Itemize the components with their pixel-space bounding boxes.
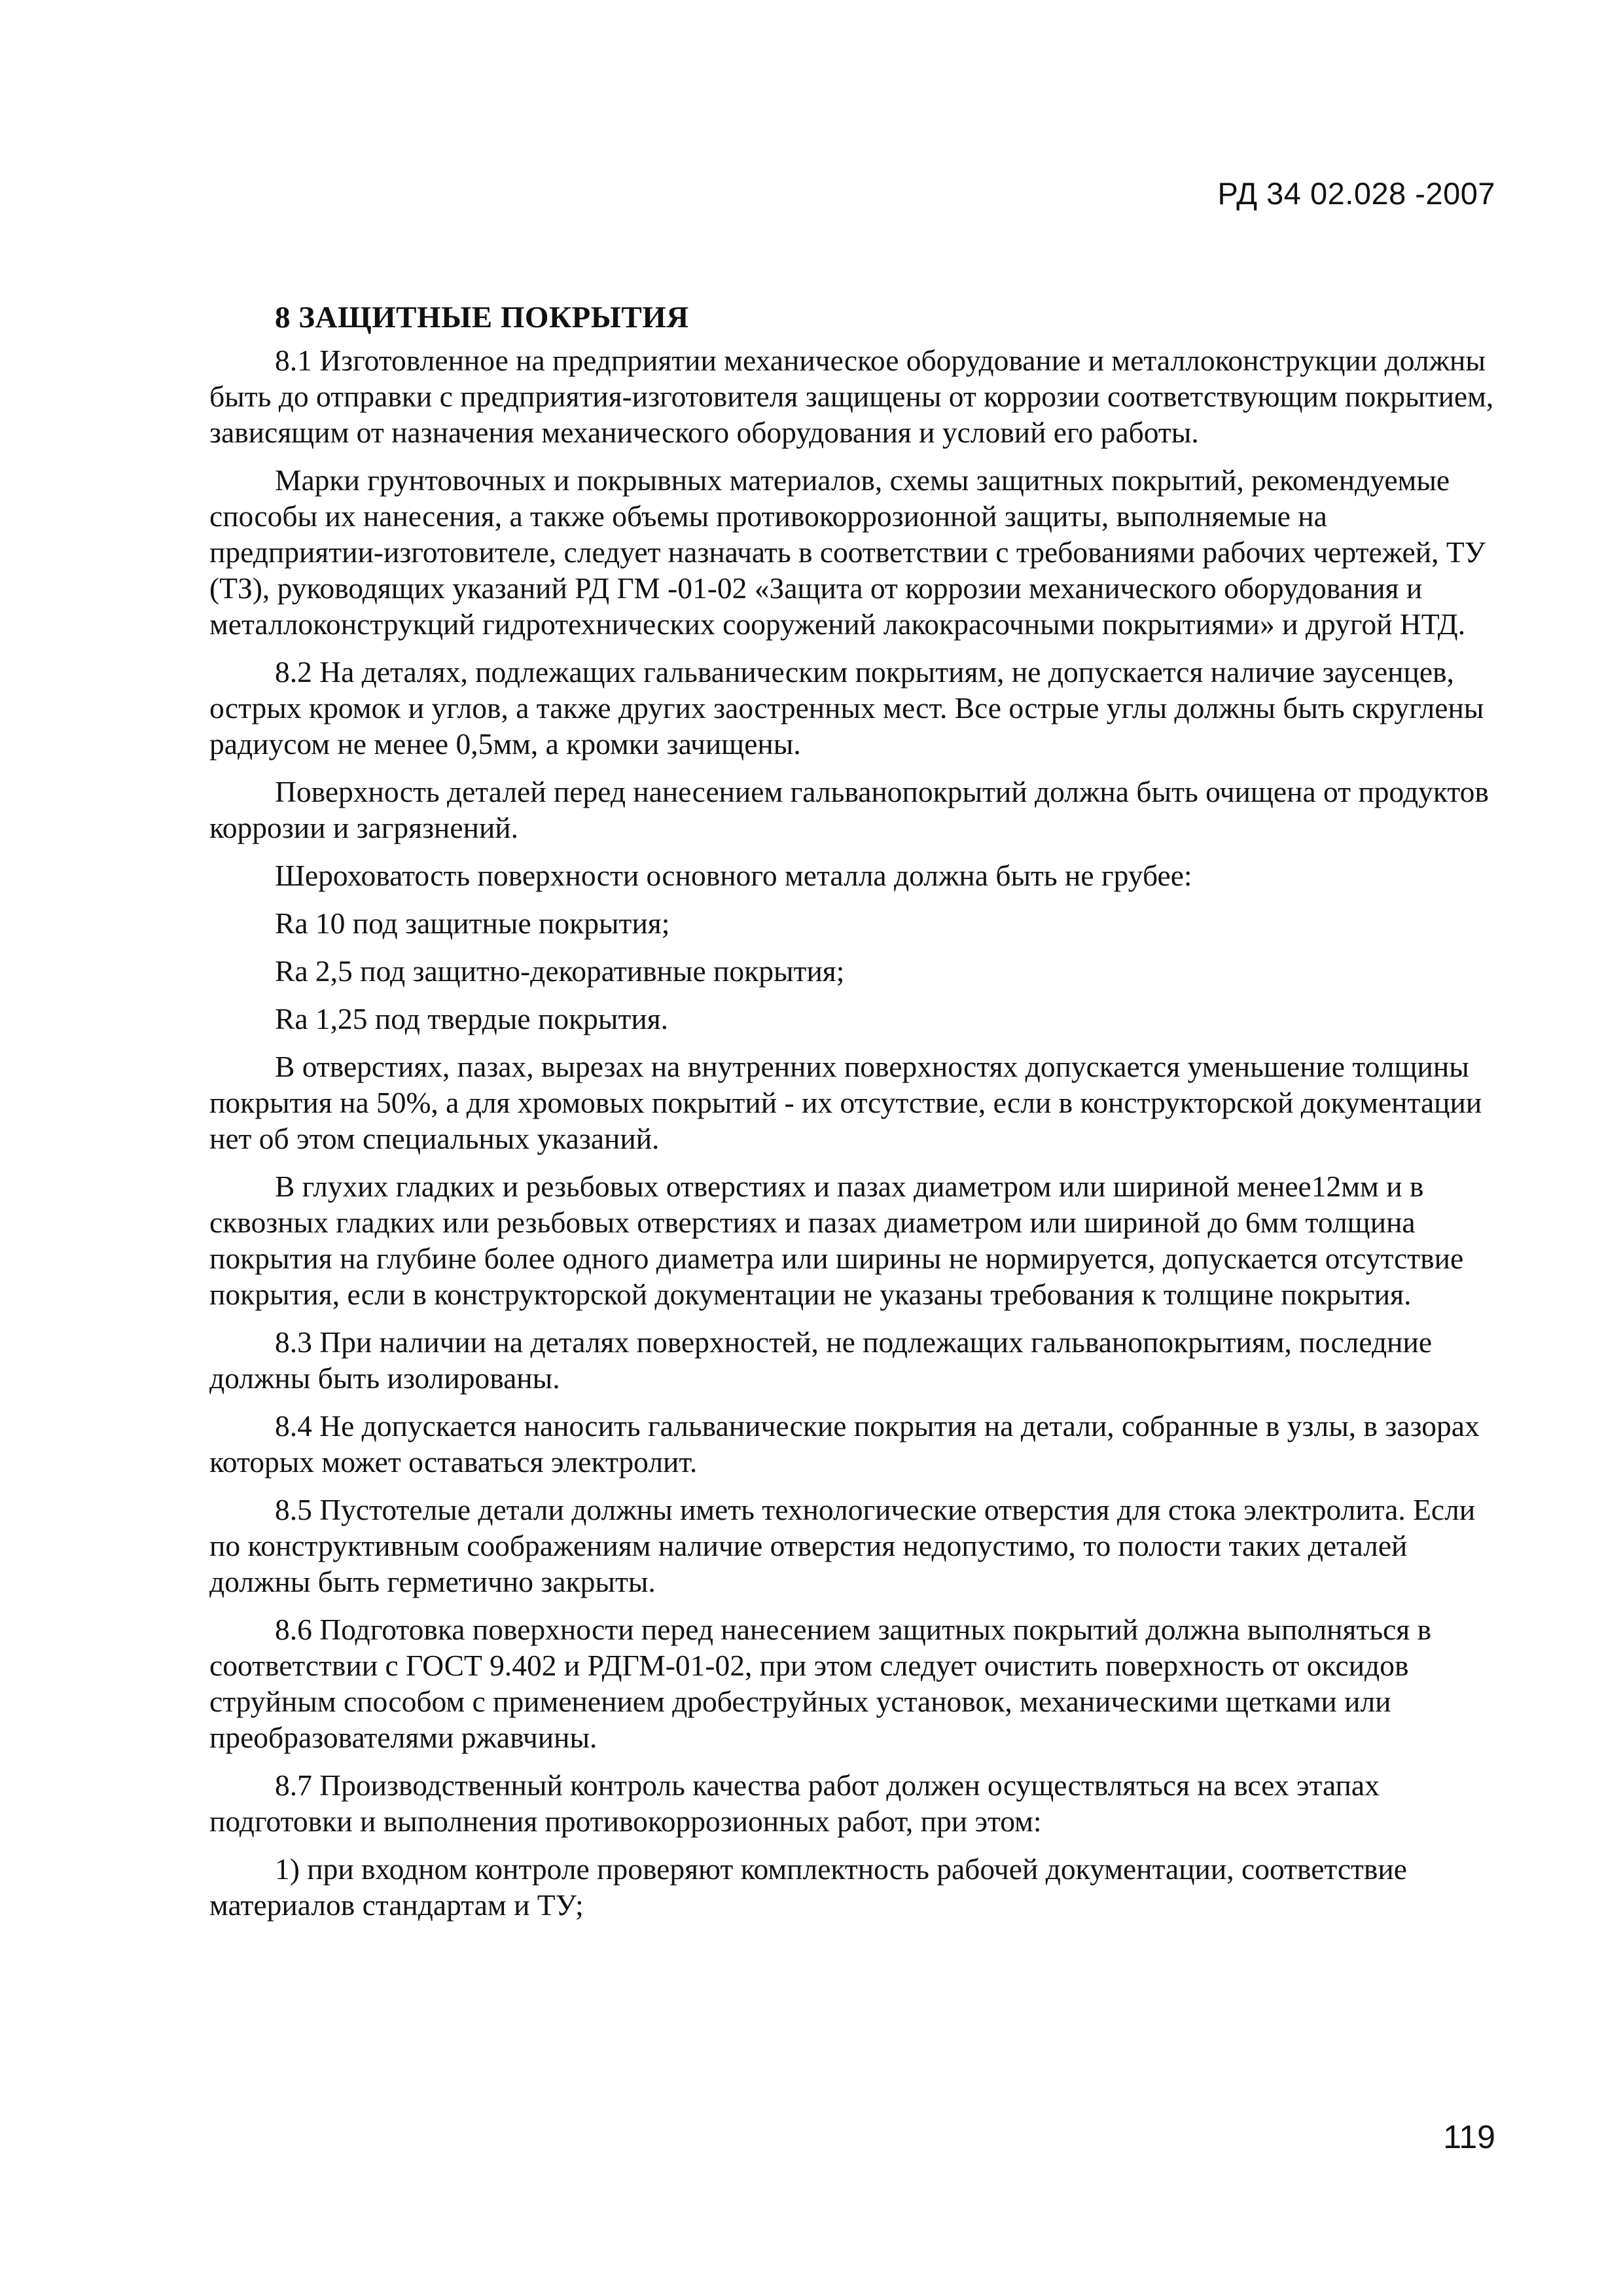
paragraph-8-5: 8.5 Пустотелые детали должны иметь технологические отверстия для стока электролита. Если по конструктивным соображениям наличие отверстия недопустимо, то полости таких деталей должны быть герметично закрыты. xyxy=(209,1493,1476,1598)
paragraph-8-3: 8.3 При наличии на деталях поверхностей, не подлежащих гальванопокрытиям, последние должны быть изолированы. xyxy=(209,1325,1433,1395)
paragraph-input-control: 1) при входном контроле проверяют комплектность рабочей документации, соответствие материалов стандартам и ТУ; xyxy=(209,1852,1407,1922)
paragraph-surface-cleaning: Поверхность деталей перед нанесением гальванопокрытий должна быть очищена от продуктов коррозии и загрязнений. xyxy=(209,775,1489,844)
document-code: РД 34 02.028 -2007 xyxy=(1217,176,1495,211)
paragraph-blind-holes: В глухих гладких и резьбовых отверстиях и пазах диаметром или шириной менее12мм и в сквозных гладких или резьбовых отверстиях и пазах диаметром или шириной до 6мм толщина покрытия на глубине более одного диаметра или ширины не нормируется, допускается отсутствие покрытия, если в конструкторской документации не указаны требования к толщине покрытия. xyxy=(209,1170,1464,1311)
paragraph-8-2: 8.2 На деталях, подлежащих гальваническим покрытиям, не допускается наличие заусенцев, острых кромок и углов, а также других заостренных мест. Все острые углы должны быть скруглены радиусом не менее 0,5мм, а кромки зачищены. xyxy=(209,655,1484,761)
roughness-item-decorative: Ra 2,5 под защитно-декоративные покрытия; xyxy=(275,954,845,988)
paragraph-holes: В отверстиях, пазах, вырезах на внутренних поверхностях допускается уменьшение толщины покрытия на 50%, а для хромовых покрытий - их отсутствие, если в конструкторской документации нет об этом специальных указаний. xyxy=(209,1050,1482,1155)
roughness-item-hard: Ra 1,25 под твердые покрытия. xyxy=(275,1002,669,1035)
section-title: 8 ЗАЩИТНЫЕ ПОКРЫТИЯ xyxy=(275,300,689,334)
roughness-item-protective: Ra 10 под защитные покрытия; xyxy=(275,906,670,940)
paragraph-materials: Марки грунтовочных и покрывных материалов, схемы защитных покрытий, рекомендуемые способы их нанесения, а также объемы противокоррозионной защиты, выполняемые на предприятии-изготовителе, следует назначать в соответствии с требованиями рабочих чертежей, ТУ (ТЗ), руководящих указаний РД ГМ -01-02 «Защита от коррозии механического оборудования и металлоконструкций гидротехнических сооружений лакокрасочными покрытиями» и другой НТД. xyxy=(209,463,1486,641)
paragraph-8-6: 8.6 Подготовка поверхности перед нанесением защитных покрытий должна выполняться в соответствии с ГОСТ 9.402 и РДГМ-01-02, при этом следует очистить поверхность от оксидов струйным способом с применением дробеструйных установок, механическими щетками или преобразователями ржавчины. xyxy=(209,1613,1432,1754)
paragraph-roughness: Шероховатость поверхности основного металла должна быть не грубее: xyxy=(275,859,1192,892)
paragraph-8-1: 8.1 Изготовленное на предприятии механическое оборудование и металлоконструкции должны быть до отправки с предприятия-изготовителя защищены от коррозии соответствующим покрытием, зависящим от назначения механического оборудования и условий его работы. xyxy=(209,344,1494,449)
paragraph-8-7: 8.7 Производственный контроль качества работ должен осуществляться на всех этапах подготовки и выполнения противокоррозионных работ, при этом: xyxy=(209,1768,1380,1838)
paragraph-8-4: 8.4 Не допускается наносить гальванические покрытия на детали, собранные в узлы, в зазорах которых может оставаться электролит. xyxy=(209,1409,1480,1479)
page-number: 119 xyxy=(1443,2119,1495,2155)
page-content xyxy=(209,300,1502,1935)
